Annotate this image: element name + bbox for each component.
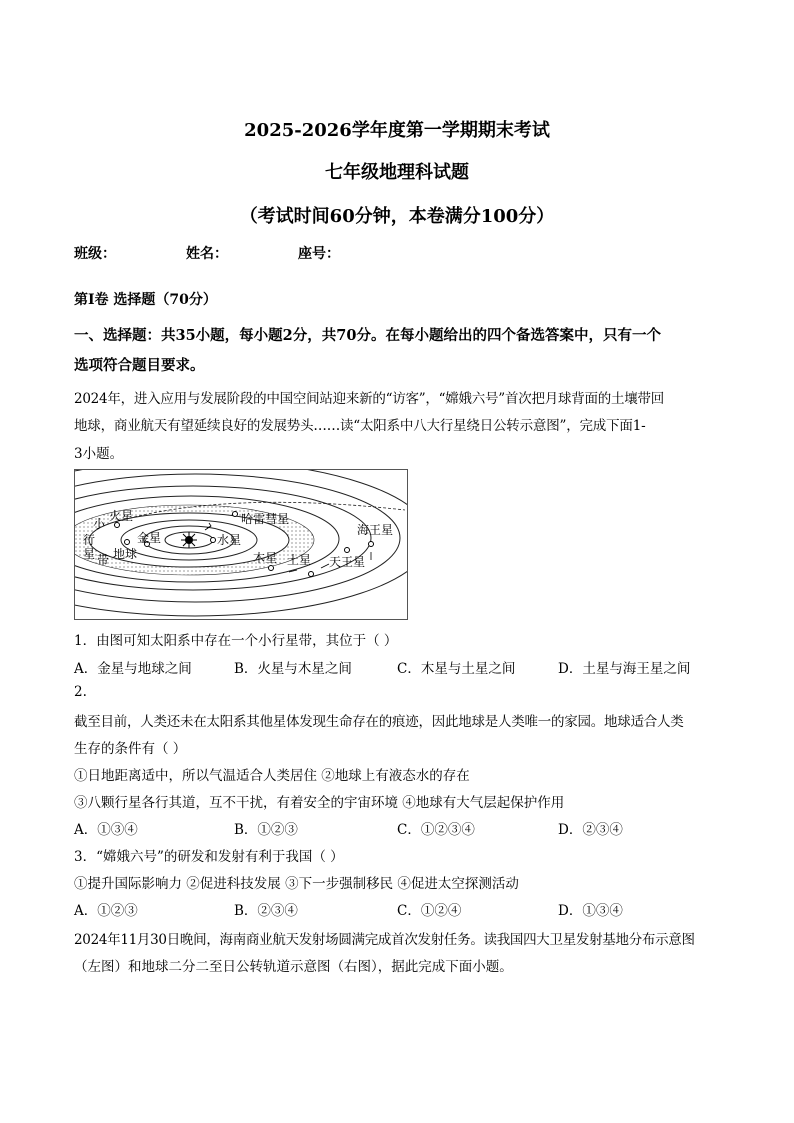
section-instruction-line2: 选项符合题目要求。 [74,357,205,374]
asteroid-belt-label-3: 星 [83,547,96,561]
halley-comet [233,512,238,517]
uranus-planet [345,548,350,553]
section-instruction-line1: 一、选择题：共35小题，每小题2分，共70分。在每小题给出的四个备选答案中，只有一个 [74,327,661,344]
mercury-planet [211,538,216,543]
q2-option-d: D．②③④ [558,822,623,838]
material1-line2: 地球，商业航天有望延续良好的发展势头……读“太阳系中八大行星绕日公转示意图”，完成下面1- [74,418,646,434]
seat-field-label: 座号： [298,246,340,262]
name-field-label: 姓名： [186,246,228,262]
q2-statement-line1: ①日地距离适中，所以气温适合人类居住 ②地球上有液态水的存在 [74,768,470,784]
q1-option-a: A．金星与地球之间 [74,661,192,677]
q1-option-d: D．土星与海王星之间 [558,661,691,677]
material2-line2: （左图）和地球二分二至日公转轨道示意图（右图），据此完成下面小题。 [74,959,513,975]
material1-line3: 3小题。 [74,446,124,462]
q3-option-c: C．①②④ [397,903,462,919]
mercury-label: 水星 [217,533,242,547]
q2-stem-line1: 截至目前，人类还未在太阳系其他星体发现生命存在的痕迹，因此地球是人类唯一的家园。地球适合人类 [74,714,684,730]
q3-option-d: D．①③④ [558,903,623,919]
material2-line1: 2024年11月30日晚间，海南商业航天发射场圆满完成首次发射任务。读我国四大卫星发射基地分布示意图 [74,932,695,948]
q3-statements: ①提升国际影响力 ②促进科技发展 ③下一步强制移民 ④促进太空探测活动 [74,876,519,892]
q3-option-a: A．①②③ [74,903,138,919]
q2-option-a: A．①③④ [74,822,138,838]
neptune-planet [369,542,374,547]
neptune-label: 海王星 [357,523,394,537]
comet-label: 哈雷彗星 [241,512,290,526]
asteroid-belt-label-2: 行 [83,533,96,547]
q1-stem: 1．由图可知太阳系中存在一个小行星带，其位于（ ） [74,633,398,649]
material1-line1: 2024年，进入应用与发展阶段的中国空间站迎来新的“访客”，“嫦娥六号”首次把月球背面的土壤带回 [74,391,664,407]
exam-info: （考试时间60分钟，本卷满分100分） [239,206,555,227]
sun-icon [181,532,197,548]
q2-option-c: C．①②③④ [397,822,475,838]
q3-stem: 3．“嫦娥六号”的研发和发射有利于我国（ ） [74,849,344,865]
earth-planet [125,540,130,545]
arrow-icon [321,564,329,568]
q1-option-c: C．木星与土星之间 [397,661,516,677]
asteroid-belt-label-1: 小 [93,517,106,531]
q2-option-b: B．①②③ [234,822,298,838]
q1-option-b: B．火星与木星之间 [234,661,352,677]
orbit-diagram-svg [75,470,408,620]
uranus-label: 天王星 [329,555,366,569]
saturn-planet [309,572,314,577]
jupiter-planet [269,566,274,571]
q2-number: 2. [74,684,87,700]
exam-title: 2025-2026学年度第一学期期末考试 [244,120,550,141]
jupiter-label: 木星 [253,551,278,565]
q3-option-b: B．②③④ [234,903,298,919]
section-title: 第Ⅰ卷 选择题（70分） [74,292,217,308]
saturn-label: 土星 [287,553,312,567]
venus-label: 金星 [137,531,162,545]
exam-subtitle: 七年级地理科试题 [325,162,469,183]
class-field-label: 班级： [74,246,116,262]
q2-statement-line2: ③八颗行星各行其道，互不干扰，有着安全的宇宙环境 ④地球有大气层起保护作用 [74,795,565,811]
asteroid-belt-label-4: 带 [97,553,110,567]
q2-stem-line2: 生存的条件有（ ） [74,741,187,757]
solar-system-orbit-diagram [74,469,408,620]
earth-label: 地球 [113,547,138,561]
mars-planet [115,523,120,528]
mars-label: 火星 [109,509,134,523]
